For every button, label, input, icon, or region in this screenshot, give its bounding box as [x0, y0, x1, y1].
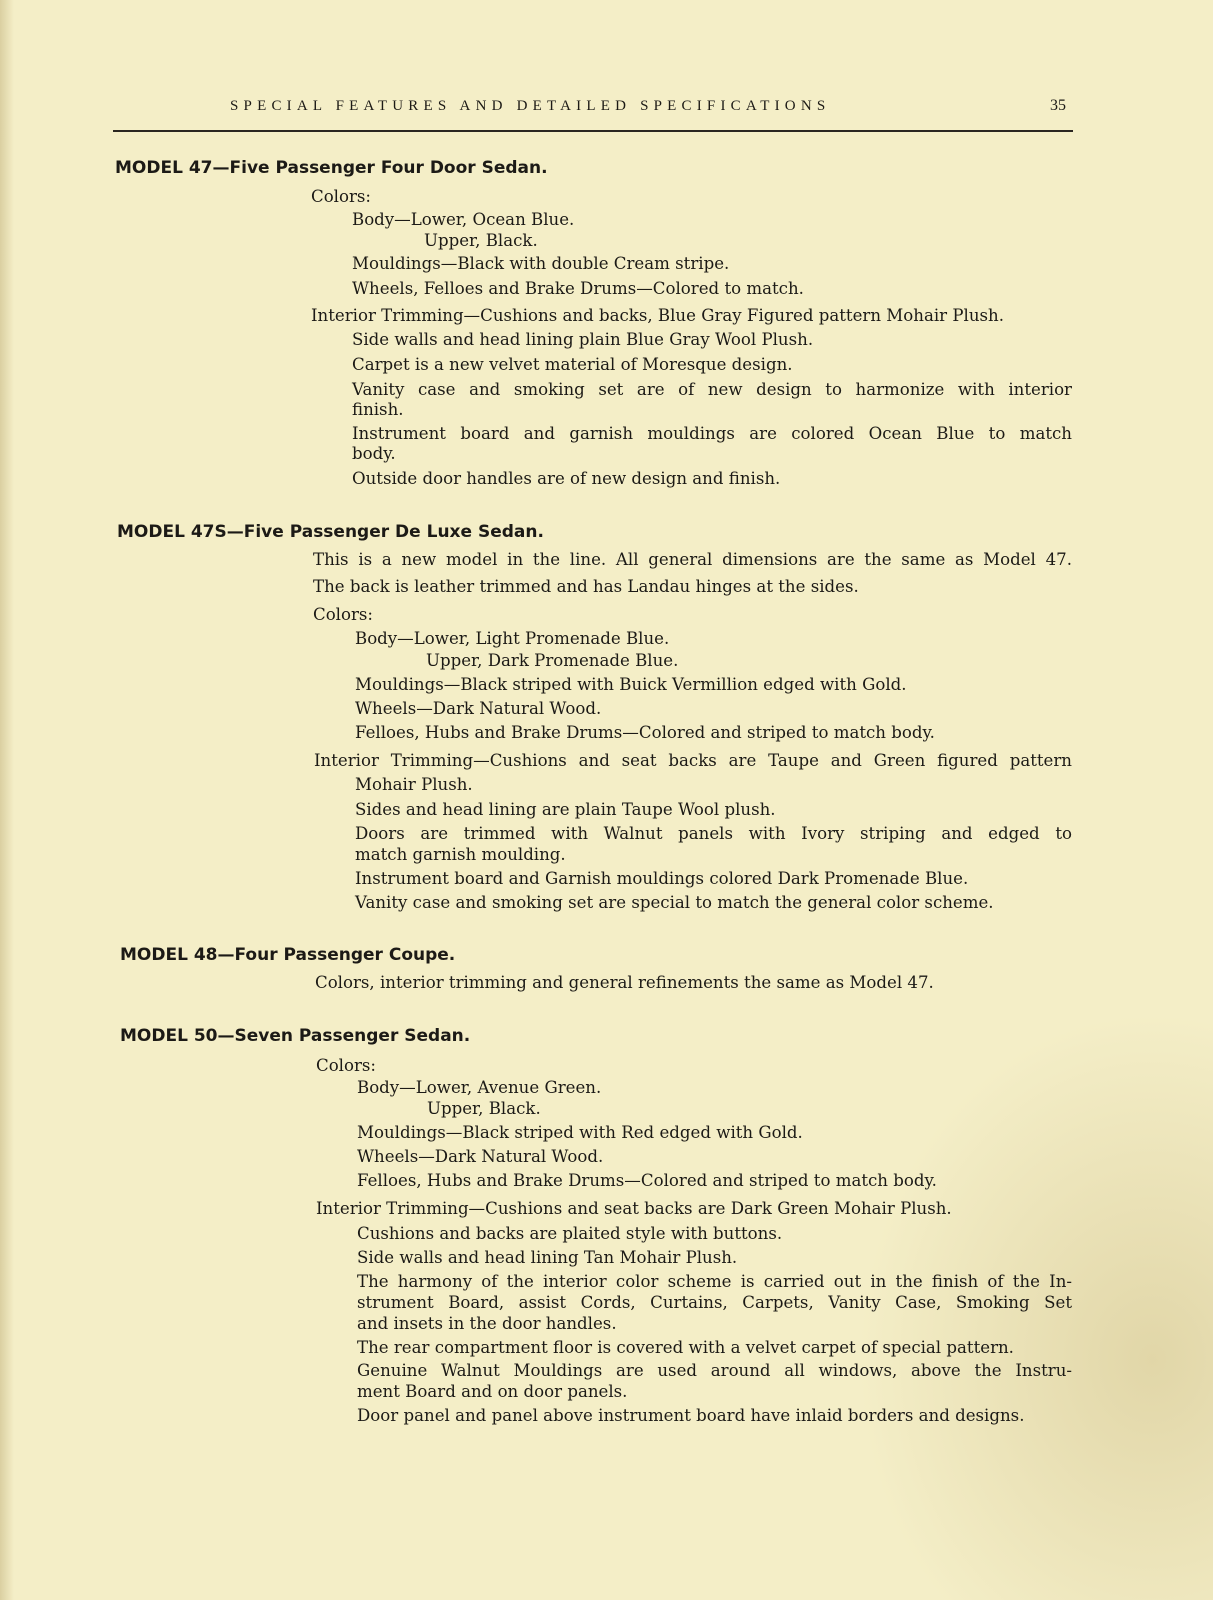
spec-line: Side walls and head lining plain Blue Gray Wool Plush.	[352, 330, 814, 349]
spec-line: Carpet is a new velvet material of Moresque design.	[352, 355, 793, 374]
spec-line: Interior Trimming—Cushions and backs, Blue Gray Figured pattern Mohair Plush.	[311, 306, 1004, 325]
spec-line: Colors:	[313, 605, 374, 624]
spec-line: Interior Trimming—Cushions and seat backs are Taupe and Green figured pattern	[314, 751, 1072, 770]
spec-line: Door panel and panel above instrument board have inlaid borders and designs.	[357, 1406, 1025, 1425]
spec-line: Body—Lower, Ocean Blue.	[352, 210, 575, 229]
spec-line: The rear compartment floor is covered with a velvet carpet of special pattern.	[357, 1338, 1014, 1357]
spec-line: Mouldings—Black striped with Buick Vermillion edged with Gold.	[355, 675, 907, 694]
spec-line: Instrument board and Garnish mouldings colored Dark Promenade Blue.	[355, 869, 969, 888]
spec-line: Sides and head lining are plain Taupe Wool plush.	[355, 800, 776, 819]
header-rule	[113, 130, 1073, 132]
running-header: SPECIAL FEATURES AND DETAILED SPECIFICATIONS	[230, 98, 831, 114]
spec-line: Colors:	[316, 1056, 377, 1075]
spec-line: Genuine Walnut Mouldings are used around all windows, above the Instru-	[357, 1361, 1072, 1380]
spec-line: Colors:	[311, 187, 372, 206]
spec-line: Felloes, Hubs and Brake Drums—Colored and striped to match body.	[357, 1171, 937, 1190]
spec-line: Cushions and backs are plaited style with buttons.	[357, 1224, 783, 1243]
spec-line: Doors are trimmed with Walnut panels with Ivory striping and edged to	[355, 824, 1072, 843]
spec-line: Body—Lower, Avenue Green.	[357, 1078, 602, 1097]
spec-line: Side walls and head lining Tan Mohair Plush.	[357, 1248, 738, 1267]
spec-line: Body—Lower, Light Promenade Blue.	[355, 629, 670, 648]
model-heading: MODEL 47—Five Passenger Four Door Sedan.	[115, 158, 548, 178]
spec-line: The harmony of the interior color scheme is carried out in the finish of the In-	[357, 1272, 1072, 1291]
spec-line: Mohair Plush.	[355, 775, 473, 794]
spec-line: Vanity case and smoking set are special to match the general color scheme.	[355, 893, 994, 912]
spec-line: Instrument board and garnish mouldings are colored Ocean Blue to match	[352, 424, 1072, 443]
spec-line: body.	[352, 444, 396, 463]
spec-line: Mouldings—Black with double Cream stripe.	[352, 254, 730, 273]
spec-line: The back is leather trimmed and has Landau hinges at the sides.	[313, 577, 859, 596]
spec-line: Upper, Black.	[424, 231, 538, 250]
spec-line: Upper, Black.	[427, 1099, 541, 1118]
spec-line: Felloes, Hubs and Brake Drums—Colored and striped to match body.	[355, 723, 935, 742]
page-number: 35	[1050, 97, 1066, 114]
spec-line: finish.	[352, 400, 404, 419]
spec-line: ment Board and on door panels.	[357, 1382, 628, 1401]
spec-line: strument Board, assist Cords, Curtains, Carpets, Vanity Case, Smoking Set	[357, 1293, 1072, 1312]
spec-line: This is a new model in the line. All general dimensions are the same as Model 47.	[313, 550, 1072, 569]
model-heading: MODEL 50—Seven Passenger Sedan.	[120, 1026, 471, 1046]
spec-line: Wheels, Felloes and Brake Drums—Colored to match.	[352, 279, 804, 298]
spec-line: Mouldings—Black striped with Red edged with Gold.	[357, 1123, 803, 1142]
spec-line: Wheels—Dark Natural Wood.	[355, 699, 602, 718]
spec-line: and insets in the door handles.	[357, 1314, 617, 1333]
spec-line: Colors, interior trimming and general refinements the same as Model 47.	[315, 973, 934, 992]
spec-line: Interior Trimming—Cushions and seat backs are Dark Green Mohair Plush.	[316, 1199, 952, 1218]
spec-line: match garnish moulding.	[355, 845, 566, 864]
spec-line: Upper, Dark Promenade Blue.	[426, 651, 679, 670]
model-heading: MODEL 48—Four Passenger Coupe.	[120, 945, 456, 965]
spec-line: Vanity case and smoking set are of new design to harmonize with interior	[352, 380, 1072, 399]
model-heading: MODEL 47S—Five Passenger De Luxe Sedan.	[117, 522, 544, 542]
spec-line: Outside door handles are of new design and finish.	[352, 469, 781, 488]
spec-line: Wheels—Dark Natural Wood.	[357, 1147, 604, 1166]
